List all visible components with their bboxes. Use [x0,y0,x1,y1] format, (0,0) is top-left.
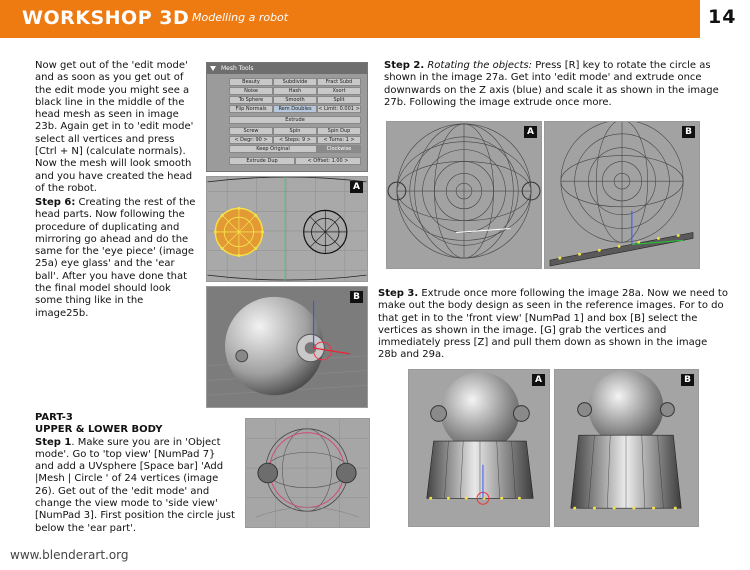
image-28b [554,369,699,527]
image-27a-graphic [387,122,541,268]
step6-text: Creating the rest of the head parts. Now following the procedure of duplicating and mirroring go ahead and do the same for the 'eye piece' (image 25a) eye glass' and the 'ear ball'. After you have done that the final model should look some thing like in the image25b. [35,197,196,319]
collapse-triangle-icon[interactable] [210,66,216,71]
beauty-button[interactable]: Beauty [229,78,273,86]
offset-field[interactable]: < Offset: 1.00 > [295,157,361,165]
part3-heading: PART-3 [35,412,73,423]
image-26-graphic [246,419,369,527]
image-28a-graphic [409,370,549,526]
image-25b [206,286,368,408]
step2-label: Step 2. [384,60,425,71]
keep-original-toggle[interactable]: Keep Original [229,145,317,153]
step3-label: Step 3. [378,288,419,299]
image-25a [206,176,368,282]
noise-button[interactable]: Noise [229,87,273,95]
badge-b: B [350,291,363,303]
image-27b-graphic [545,122,699,268]
step3-paragraph [378,288,728,362]
mesh-tools-panel [206,62,368,172]
subdivide-button[interactable]: Subdivide [273,78,317,86]
fract-subd-button[interactable]: Fract Subd [317,78,361,86]
badge-27a: A [524,126,537,138]
badge-27b: B [682,126,695,138]
step6-label: Step 6: [35,197,76,208]
flip-normals-button[interactable]: Flip Normals [229,105,273,113]
badge-a: A [350,181,363,193]
badge-28b: B [681,374,694,386]
clockwise-toggle[interactable]: Clockwise [317,145,361,153]
extrude-button[interactable]: Extrude [229,116,361,124]
spin-button[interactable]: Spin [273,127,317,135]
step3-text: Extrude once more following the image 28a. Now we need to make out the body design as seen in the reference images. For to do that get in to the 'front view' [NumPad 1] and box [B] select the vertices as shown in the image. [G] grab the vertices and immediately press [Z] and pull them down as shown in the image 28b and 29a. [378,288,728,361]
part3-section [35,412,235,535]
mesh-tools-title-bar [207,63,367,74]
intro-paragraph: Now get out of the 'edit mode' and as soon as you get out of the edit mode you might see a black line in the middle of the head mesh as seen in image 23b. Again get in to 'edit mode' select all vertices and press [Ctrl + N] (calculate normals). Now the mesh will look smooth and you have created the head of the robot. [35,60,194,194]
steps-field[interactable]: < Steps: 9 > [273,136,317,144]
image-27a [386,121,542,269]
step2-paragraph [384,60,724,109]
step6-paragraph [35,197,197,320]
image-25b-graphic [207,287,367,407]
mesh-tools-title: Mesh Tools [221,65,254,72]
workshop-subtitle: Modelling a robot [192,11,289,24]
xsort-button[interactable]: Xsort [317,87,361,95]
step1-label: Step 1 [35,436,72,448]
limit-field[interactable]: < Limit: 0.001 > [318,106,360,112]
screw-button[interactable]: Screw [229,127,273,135]
step1-text: . Make sure you are in 'Object mode'. Go to 'top view' [NumPad 7} and add a UVsphere [Space bar] 'Add |Mesh | Circle ' of 24 vertices (image 26). Get out of the 'edit mode' and change the view mode to 'side view' [NumPad 3]. First position the circle just below the 'ear part'. [35,436,235,534]
turns-field[interactable]: < Turns: 1 > [317,136,361,144]
image-28b-graphic [555,370,698,526]
footer-url: www.blenderart.org [10,548,129,562]
hash-button[interactable]: Hash [273,87,317,95]
step2-text: Press [R] key to rotate the circle as shown in the image 27a. Get into 'edit mode' and extrude once downwards on the Z axis (blue) and scale it as shown in the image 27b. Following the image extrude once more. [384,60,719,108]
image-28a [408,369,550,527]
part3-subheading: UPPER & LOWER BODY [35,424,163,436]
step2-italic: Rotating the objects: [424,60,533,71]
workshop-title: WORKSHOP 3D [22,7,190,29]
spin-dup-button[interactable]: Spin Dup [317,127,361,135]
extrude-dup-button[interactable]: Extrude Dup [229,157,295,165]
to-sphere-button[interactable]: To Sphere [229,96,273,104]
smooth-button[interactable]: Smooth [273,96,317,104]
image-26 [245,418,370,528]
image-27b [544,121,700,269]
badge-28a: A [532,374,545,386]
degr-field[interactable]: < Degr: 90 > [229,136,273,144]
rem-doubles-button[interactable]: Rem Doubles [273,105,317,113]
split-button[interactable]: Split [317,96,361,104]
header-bar [0,0,700,38]
page-number: 14 [708,6,737,28]
image-25a-graphic [207,177,367,281]
